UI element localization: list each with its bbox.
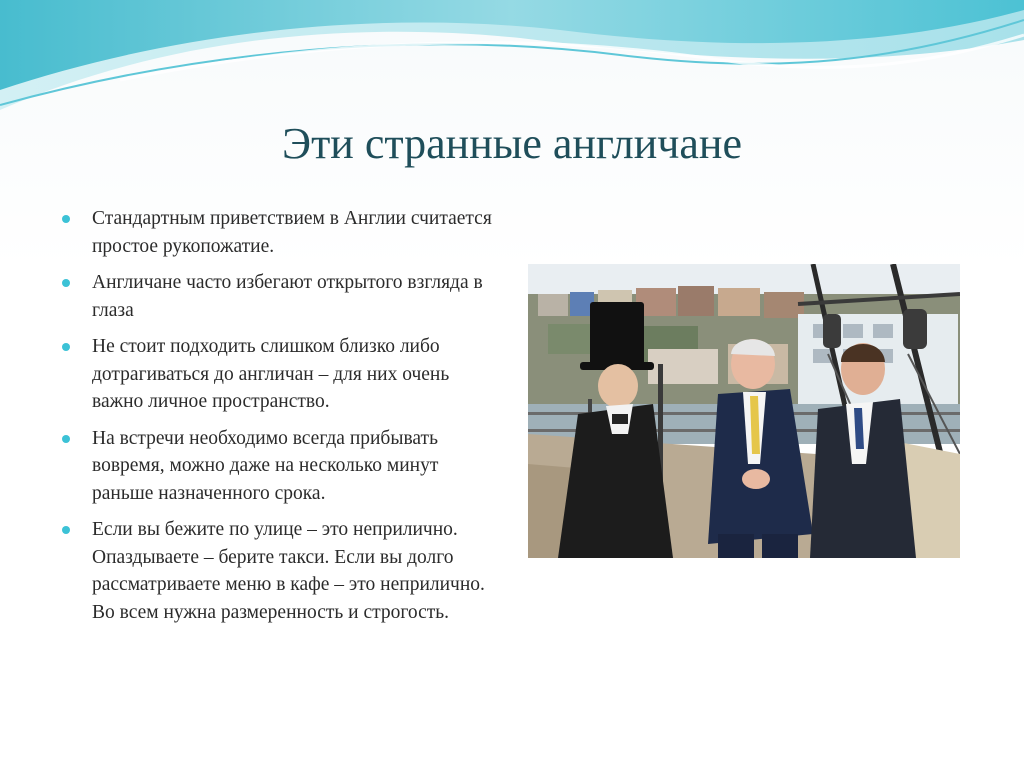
bullet-text: Англичане часто избегают открытого взгляда в глаза — [92, 272, 483, 321]
bullet-marker-icon — [62, 526, 70, 534]
bullet-marker-icon — [62, 279, 70, 287]
slide-title: Эти странные англичане — [282, 119, 742, 168]
bullet-item — [62, 516, 492, 626]
photo-top-hat — [590, 302, 644, 368]
bullet-item — [62, 205, 492, 260]
bullet-text: На встречи необходимо всегда прибывать вовремя, можно даже на несколько минут раньше назначенного срока. — [92, 427, 439, 504]
bullet-item — [62, 425, 492, 508]
bullet-text: Стандартным приветствием в Англии считается простое рукопожатие. — [92, 208, 492, 257]
bullet-marker-icon — [62, 435, 70, 443]
bullet-text: Если вы бежите по улице – это неприлично. Опаздываете – берите такси. Если вы долго рассматриваете меню в кафе – это неприлично. Во всем нужна размеренность и строгость. — [92, 519, 485, 623]
photo-three-men-harbour — [528, 264, 960, 558]
bullet-marker-icon — [62, 215, 70, 223]
bullet-item — [62, 269, 492, 324]
bullet-text: Не стоит подходить слишком близко либо дотрагиваться до англичан – для них очень важно личное пространство. — [92, 336, 450, 412]
bullet-marker-icon — [62, 343, 70, 351]
wave-header-decoration — [0, 0, 1024, 130]
bullet-item — [62, 333, 492, 416]
bullet-list — [62, 205, 492, 635]
